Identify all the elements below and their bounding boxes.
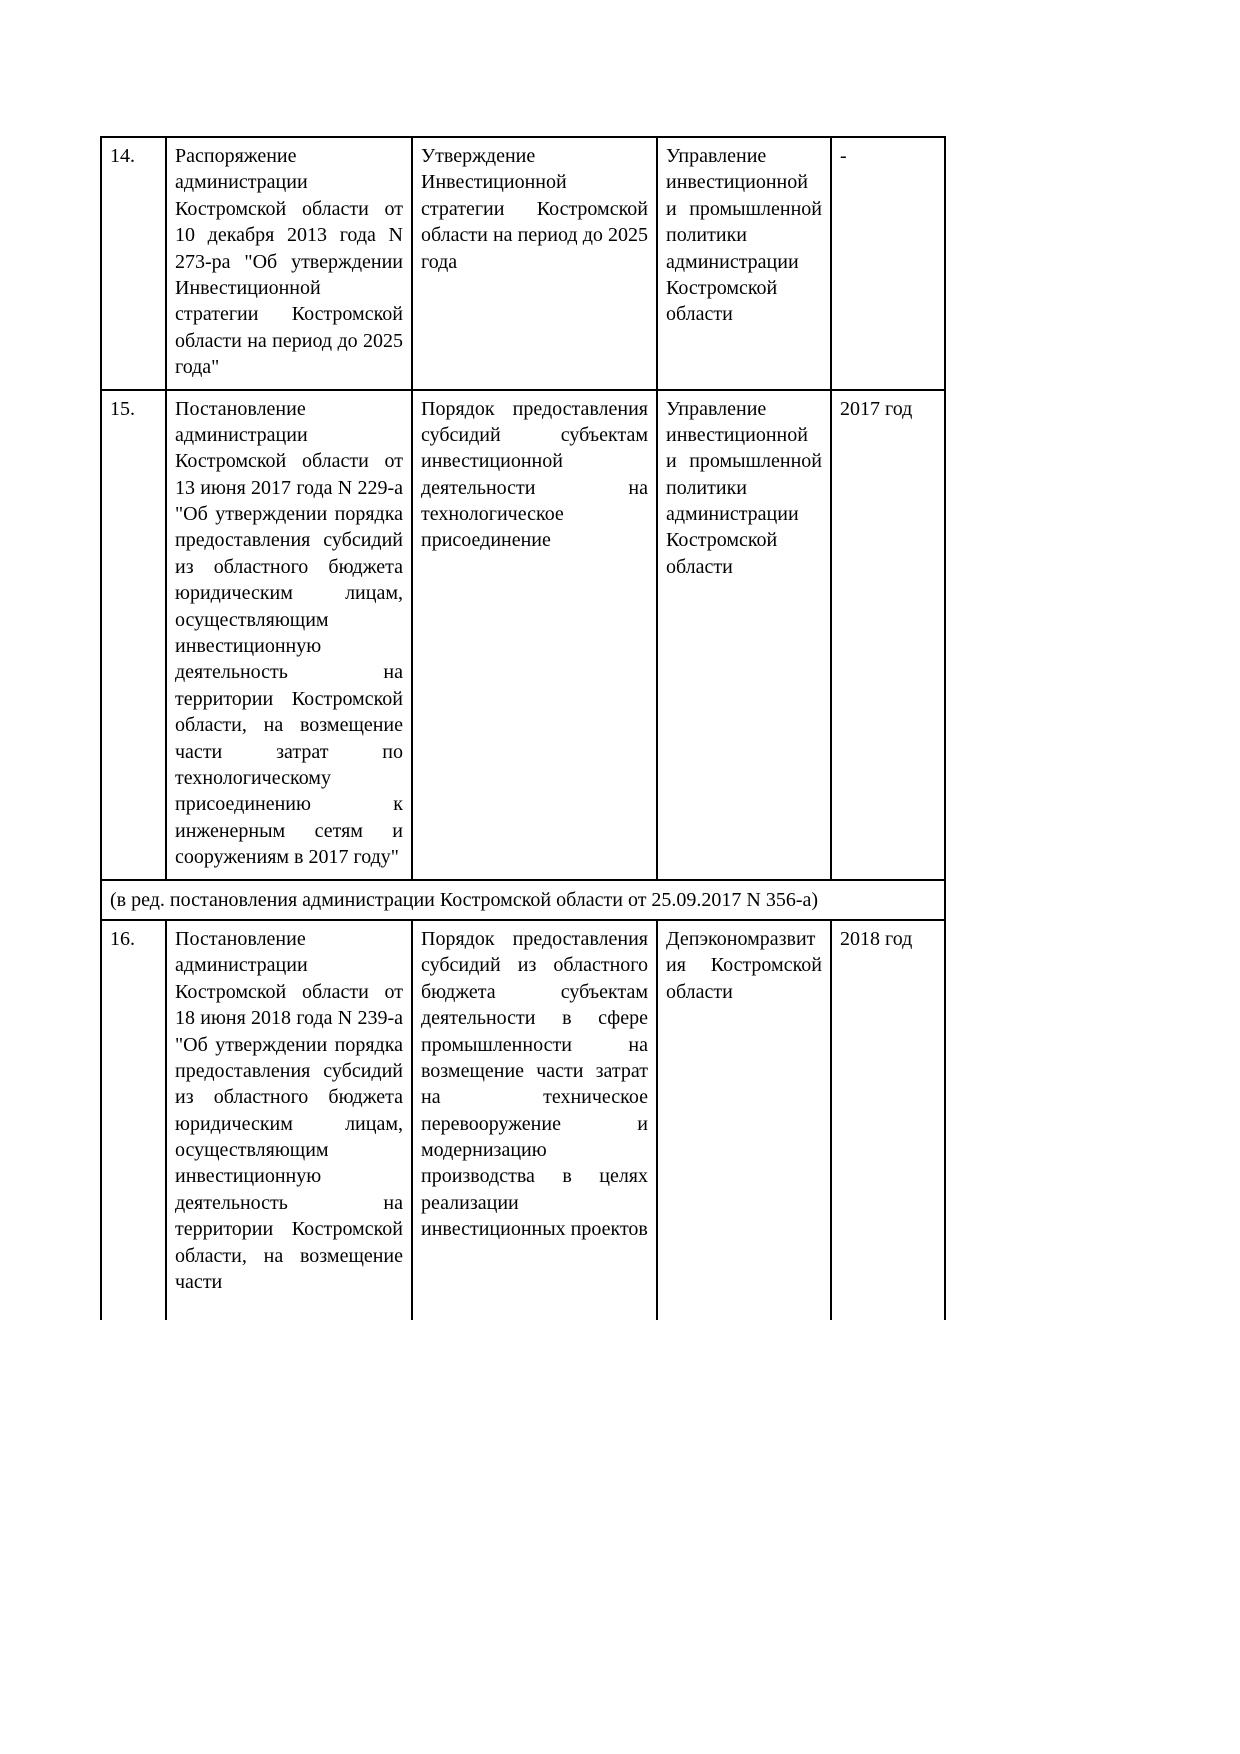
table-row xyxy=(101,390,945,880)
amendment-note: (в ред. постановления администрации Костромской области от 25.09.2017 N 356-а) xyxy=(101,880,945,920)
table-row xyxy=(101,137,945,390)
responsible-body-cell: Управление инвестиционной и промышленной политики администрации Костромской области xyxy=(657,390,831,880)
year-cell: 2017 год xyxy=(831,390,945,880)
amendment-note-row xyxy=(101,880,945,920)
year-cell: - xyxy=(831,137,945,390)
document-title-cell: Постановление администрации Костромской области от 13 июня 2017 года N 229-а "Об утверждении порядка предоставления субсидий из областного бюджета юридическим лицам, осуществляющим инвестиционную деятельность на территории Костромской области, на возмещение части затрат по технологическому присоединению к инженерным сетям и сооружениям в 2017 году" xyxy=(166,390,412,880)
document-title-cell: Постановление администрации Костромской области от 18 июня 2018 года N 239-а "Об утверждении порядка предоставления субсидий из областного бюджета юридическим лицам, осуществляющим инвестиционную деятельность на территории Костромской области, на возмещение части xyxy=(166,920,412,1320)
responsible-body-cell: Депэкономразвития Костромской области xyxy=(657,920,831,1320)
documents-table xyxy=(100,136,946,1320)
row-number: 16. xyxy=(101,920,166,1320)
responsible-body-cell: Управление инвестиционной и промышленной политики администрации Костромской области xyxy=(657,137,831,390)
row-number: 14. xyxy=(101,137,166,390)
document-subject-cell: Утверждение Инвестиционной стратегии Костромской области на период до 2025 года xyxy=(412,137,657,390)
row-number: 15. xyxy=(101,390,166,880)
document-title-cell: Распоряжение администрации Костромской области от 10 декабря 2013 года N 273-ра "Об утверждении Инвестиционной стратегии Костромской области на период до 2025 года" xyxy=(166,137,412,390)
year-cell: 2018 год xyxy=(831,920,945,1320)
table-row xyxy=(101,920,945,1320)
document-subject-cell: Порядок предоставления субсидий из областного бюджета субъектам деятельности в сфере промышленности на возмещение части затрат на техническое перевооружение и модернизацию производства в целях реализации инвестиционных проектов xyxy=(412,920,657,1320)
document-subject-cell: Порядок предоставления субсидий субъектам инвестиционной деятельности на технологическое присоединение xyxy=(412,390,657,880)
